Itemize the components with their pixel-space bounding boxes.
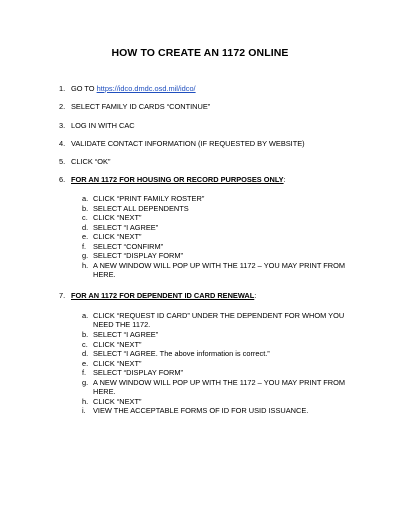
list-text: A NEW WINDOW WILL POP UP WITH THE 1172 – YOU MAY PRINT FROM HERE.	[93, 377, 346, 396]
list-letter: c.	[82, 339, 88, 349]
list-letter: h.	[82, 260, 89, 270]
list-item	[82, 213, 352, 222]
step-4	[59, 139, 305, 148]
list-letter: f.	[82, 241, 87, 251]
list-item	[82, 204, 352, 213]
list-item	[82, 368, 352, 377]
step-7-renewal	[59, 291, 256, 300]
list-item	[82, 223, 352, 232]
step-text: GO TO	[71, 84, 97, 93]
list-text: VIEW THE ACCEPTABLE FORMS OF ID FOR USID ISSUANCE.	[93, 406, 309, 415]
step-text: VALIDATE CONTACT INFORMATION (IF REQUESTED BY WEBSITE)	[71, 139, 305, 148]
list-item	[82, 349, 352, 358]
list-item	[82, 261, 352, 279]
list-letter: i.	[82, 406, 86, 415]
list-item	[82, 359, 352, 368]
step-5	[59, 157, 110, 166]
list-item	[82, 251, 352, 260]
heading-suffix: :	[254, 291, 257, 300]
step-number: 3.	[59, 121, 66, 130]
step-number: 5.	[59, 157, 66, 166]
document-title: HOW TO CREATE AN 1172 ONLINE	[111, 47, 289, 59]
list-item	[82, 330, 352, 339]
list-item	[82, 311, 352, 329]
step-1	[59, 84, 196, 93]
list-text: SELECT “I AGREE”	[93, 330, 159, 339]
heading-suffix: :	[283, 175, 286, 184]
list-item	[82, 397, 352, 406]
step-6-housing	[59, 175, 286, 184]
list-letter: b.	[82, 203, 89, 213]
list-letter: g.	[82, 377, 89, 387]
list-text: SELECT “I AGREE. The above information is correct.”	[93, 349, 270, 358]
list-letter: a.	[82, 311, 89, 320]
list-letter: c.	[82, 213, 88, 222]
list-item	[82, 406, 352, 415]
section-heading: FOR AN 1172 FOR DEPENDENT ID CARD RENEWAL	[71, 291, 255, 300]
list-letter: d.	[82, 349, 89, 358]
list-item	[82, 242, 352, 251]
list-letter: g.	[82, 251, 89, 260]
step-text: SELECT FAMILY ID CARDS “CONTINUE”	[71, 102, 211, 111]
list-text: CLICK “NEXT”	[93, 358, 142, 368]
list-item	[82, 194, 352, 203]
list-text: SELECT “DISPLAY FORM”	[93, 251, 183, 260]
step-text: LOG IN WITH CAC	[71, 121, 135, 130]
step-number: 6.	[59, 175, 66, 184]
list-text: CLICK “NEXT”	[93, 339, 142, 349]
step-number: 1.	[59, 84, 66, 93]
list-letter: d.	[82, 222, 89, 232]
list-text: CLICK “PRINT FAMILY ROSTER”	[93, 194, 205, 203]
list-letter: e.	[82, 358, 89, 368]
list-item	[82, 340, 352, 349]
idco-link[interactable]: https://idco.dmdc.osd.mil/idco/	[96, 84, 196, 93]
list-text: CLICK “NEXT”	[93, 213, 142, 222]
section-heading: FOR AN 1172 FOR HOUSING OR RECORD PURPOSES ONLY	[71, 175, 284, 184]
step-3	[59, 121, 135, 130]
list-text: A NEW WINDOW WILL POP UP WITH THE 1172 – YOU MAY PRINT FROM HERE.	[93, 260, 346, 279]
step-number: 4.	[59, 139, 66, 148]
list-text: SELECT “CONFIRM”	[93, 241, 164, 251]
step-number: 7.	[59, 291, 66, 300]
list-text: SELECT “I AGREE”	[93, 222, 159, 232]
step-2	[59, 102, 210, 111]
list-letter: b.	[82, 330, 89, 339]
list-letter: a.	[82, 194, 89, 203]
list-letter: h.	[82, 396, 89, 406]
list-text: SELECT ALL DEPENDENTS	[93, 203, 189, 213]
list-item	[82, 232, 352, 241]
list-text: CLICK “REQUEST ID CARD” UNDER THE DEPENDENT FOR WHOM YOU NEED THE 1172.	[93, 311, 345, 329]
step-number: 2.	[59, 102, 66, 111]
list-text: CLICK “NEXT”	[93, 396, 142, 406]
list-text: SELECT “DISPLAY FORM”	[93, 368, 183, 377]
list-text: CLICK “NEXT”	[93, 232, 142, 241]
step-text: CLICK “OK”	[71, 157, 111, 166]
list-letter: e.	[82, 232, 89, 241]
list-letter: f.	[82, 368, 87, 377]
list-item	[82, 378, 352, 396]
